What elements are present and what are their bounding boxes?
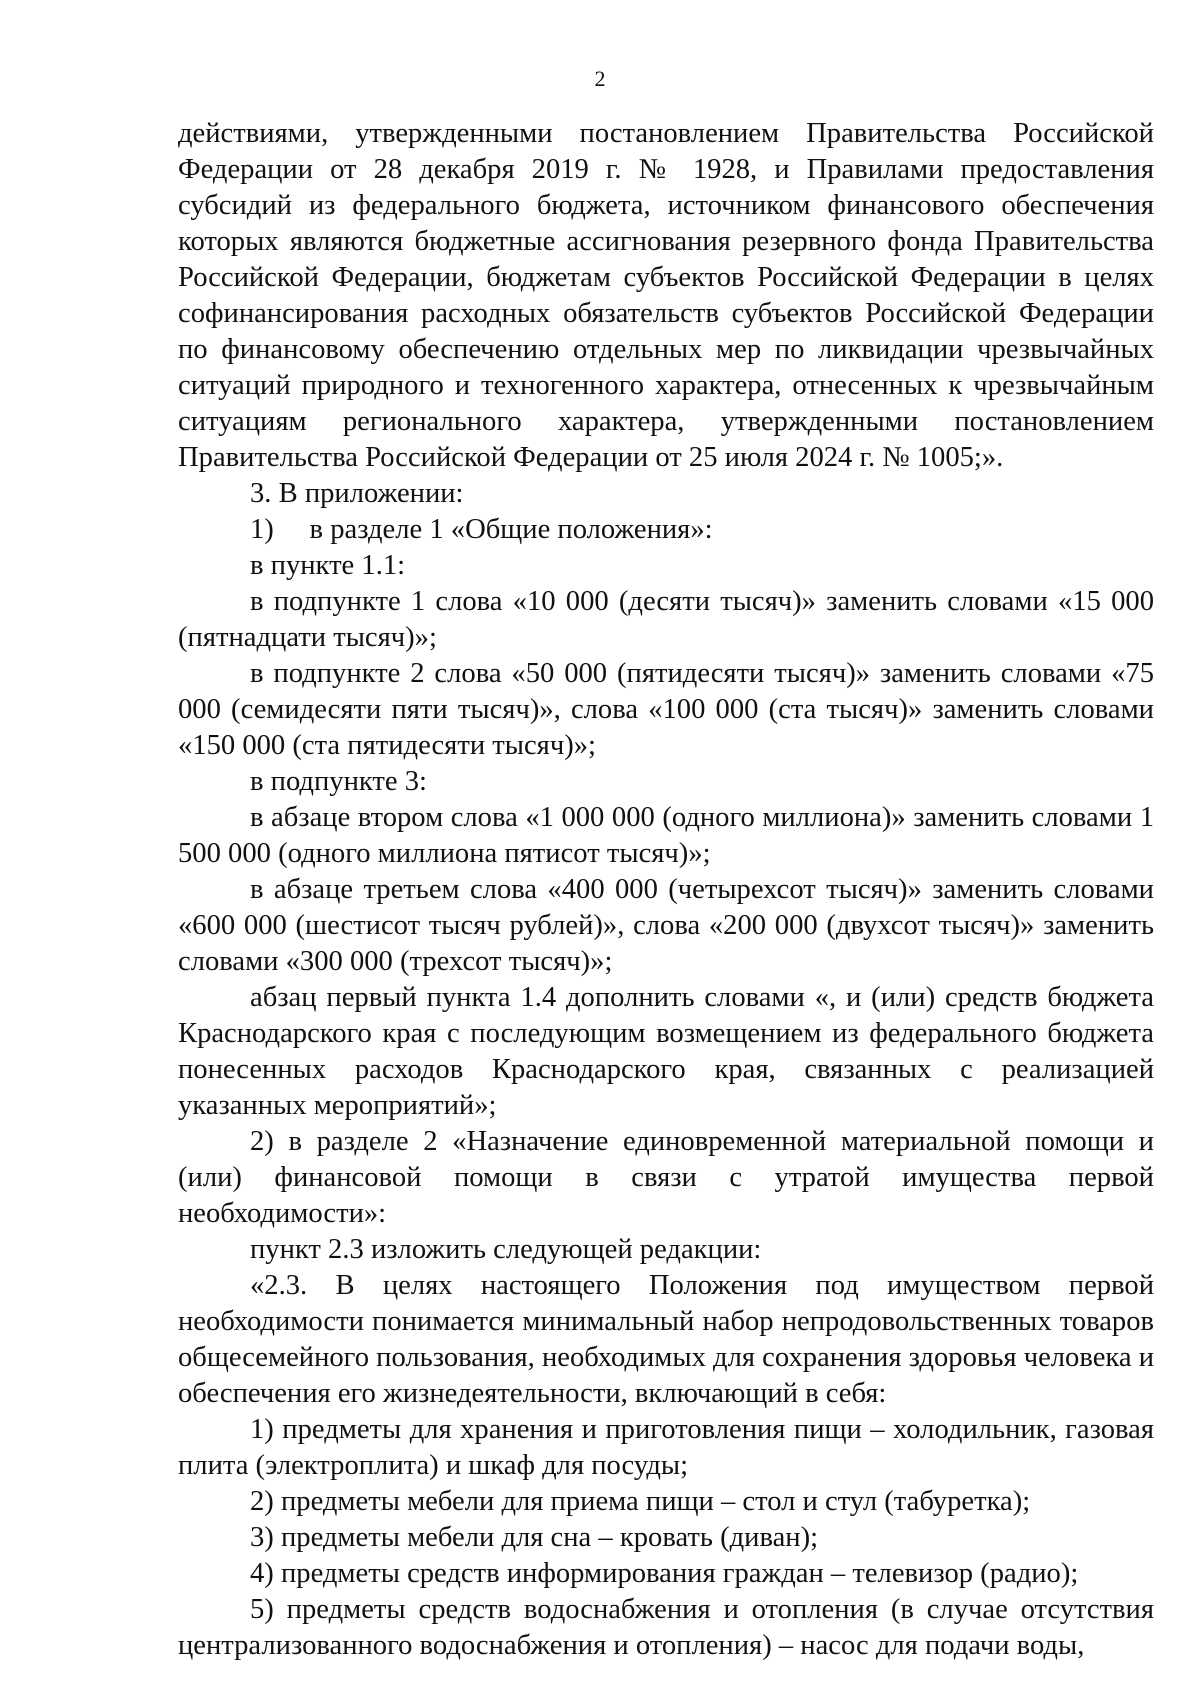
paragraph-subpoint-2: в подпункте 2 слова «50 000 (пятидесяти тысяч)» заменить словами «75 000 (семидесяти пяти тысяч)», слова «100 000 (ста тысяч)» заменить словами «150 000 (ста пятидесяти тысяч)»;: [178, 658, 1154, 761]
paragraph-section-2: 2) в разделе 2 «Назначение единовременной материальной помощи и (или) финансовой помощи в связи с утратой имущества первой необходимости»:: [178, 1126, 1154, 1229]
list-item-3: 3) предметы мебели для сна – кровать (диван);: [250, 1522, 819, 1553]
list-item-5: 5) предметы средств водоснабжения и отопления (в случае отсутствия централизованного водоснабжения и отопления) – насос для подачи воды,: [178, 1594, 1154, 1661]
paragraph-abzac-second: в абзаце втором слова «1 000 000 (одного миллиона)» заменить словами 1 500 000 (одного миллиона пятисот тысяч)»;: [178, 802, 1154, 869]
paragraph-section-1: 1) в разделе 1 «Общие положения»:: [250, 514, 713, 545]
page-number: 2: [594, 66, 606, 91]
paragraph-item-3: 3. В приложении:: [250, 478, 464, 509]
list-item-4: 4) предметы средств информирования граждан – телевизор (радио);: [250, 1558, 1079, 1589]
paragraph-subpoint-3: в подпункте 3:: [250, 766, 427, 797]
paragraph-continuation: действиями, утвержденными постановлением Правительства Российской Федерации от 28 декабря 2019 г. № 1928, и Правилами предоставления субсидий из федерального бюджета, источником финансового обеспечения которых являются бюджетные ассигнования резервного фонда Правительства Российской Федерации, бюджетам субъектов Российской Федерации в целях софинансирования расходных обязательств субъектов Российской Федерации по финансовому обеспечению отдельных мер по ликвидации чрезвычайных ситуаций природного и техногенного характера, отнесенных к чрезвычайным ситуациям регионального характера, утвержденными постановлением Правительства Российской Федерации от 25 июля 2024 г. № 1005;».: [178, 118, 1154, 473]
paragraph-subpoint-1: в подпункте 1 слова «10 000 (десяти тысяч)» заменить словами «15 000 (пятнадцати тысяч)»;: [178, 586, 1154, 653]
paragraph-abzac-third: в абзаце третьем слова «400 000 (четырехсот тысяч)» заменить словами «600 000 (шестисот тысяч рублей)», слова «200 000 (двухсот тысяч)» заменить словами «300 000 (трехсот тысяч)»;: [178, 874, 1154, 977]
list-item-2: 2) предметы мебели для приема пищи – стол и стул (табуретка);: [250, 1486, 1031, 1517]
paragraph-point-1-4: абзац первый пункта 1.4 дополнить словами «, и (или) средств бюджета Краснодарского края с последующим возмещением из федерального бюджета понесенных расходов Краснодарского края, связанных с реализацией указанных мероприятий»;: [178, 982, 1154, 1121]
paragraph-point-2-3: пункт 2.3 изложить следующей редакции:: [250, 1234, 762, 1265]
paragraph-definition: «2.3. В целях настоящего Положения под имуществом первой необходимости понимается минимальный набор непродовольственных товаров общесемейного пользования, необходимых для сохранения здоровья человека и обеспечения его жизнедеятельности, включающий в себя:: [178, 1270, 1154, 1409]
paragraph-point-1-1: в пункте 1.1:: [250, 550, 406, 581]
document-body: [178, 116, 1154, 1664]
list-item-1: 1) предметы для хранения и приготовления пищи – холодильник, газовая плита (электроплита) и шкаф для посуды;: [178, 1414, 1154, 1481]
